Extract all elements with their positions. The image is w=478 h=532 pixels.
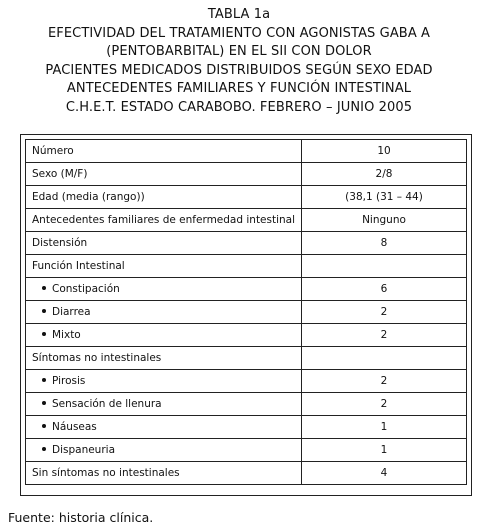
row-label-cell <box>26 370 302 393</box>
bullet-icon <box>42 424 46 428</box>
row-value <box>302 255 467 278</box>
row-label: Función Intestinal <box>26 255 302 278</box>
table-row <box>26 370 467 393</box>
row-label: Edad (media (rango)) <box>26 186 302 209</box>
bullet-icon <box>42 309 46 313</box>
row-label: Número <box>26 140 302 163</box>
row-label-cell <box>26 393 302 416</box>
table-row <box>26 278 467 301</box>
row-label: Sexo (M/F) <box>26 163 302 186</box>
row-value: 2 <box>302 324 467 347</box>
row-value: 4 <box>302 462 467 485</box>
row-value: 2 <box>302 301 467 324</box>
row-value: 10 <box>302 140 467 163</box>
row-value: 2/8 <box>302 163 467 186</box>
table-row <box>26 347 467 370</box>
row-label: Dispaneuria <box>52 444 116 456</box>
bullet-icon <box>42 378 46 382</box>
table-row <box>26 209 467 232</box>
row-value: (38,1 (31 – 44) <box>302 186 467 209</box>
row-label: Sensación de llenura <box>52 398 162 410</box>
table-row <box>26 324 467 347</box>
row-value: Ninguno <box>302 209 467 232</box>
row-label-cell <box>26 301 302 324</box>
row-label: Náuseas <box>52 421 97 433</box>
row-label: Sin síntomas no intestinales <box>26 462 302 485</box>
data-table <box>25 139 467 485</box>
table-row <box>26 255 467 278</box>
row-value: 8 <box>302 232 467 255</box>
row-value: 2 <box>302 370 467 393</box>
row-label: Síntomas no intestinales <box>26 347 302 370</box>
table-row <box>26 140 467 163</box>
table-row <box>26 462 467 485</box>
row-label: Constipación <box>52 283 120 295</box>
row-label: Antecedentes familiares de enfermedad intestinal <box>26 209 302 232</box>
row-label-cell <box>26 324 302 347</box>
row-label-cell <box>26 439 302 462</box>
title-line: EFECTIVIDAD DEL TRATAMIENTO CON AGONISTAS GABA A <box>47 25 431 41</box>
row-value: 2 <box>302 393 467 416</box>
table-row <box>26 301 467 324</box>
bullet-icon <box>42 286 46 290</box>
row-label-cell <box>26 278 302 301</box>
row-value: 6 <box>302 278 467 301</box>
table-row <box>26 232 467 255</box>
bullet-icon <box>42 447 46 451</box>
row-label: Mixto <box>52 329 81 341</box>
row-label: Distensión <box>26 232 302 255</box>
source-note: Fuente: historia clínica. <box>8 510 154 525</box>
title-line: PACIENTES MEDICADOS DISTRIBUIDOS SEGÚN SEXO EDAD <box>45 62 433 78</box>
row-value: 1 <box>302 416 467 439</box>
row-label-cell <box>26 416 302 439</box>
table-row <box>26 163 467 186</box>
title-line: TABLA 1a <box>207 7 271 22</box>
title-line: (PENTOBARBITAL) EN EL SII CON DOLOR <box>106 44 372 59</box>
title-line: C.H.E.T. ESTADO CARABOBO. FEBRERO – JUNIO 2005 <box>65 99 413 115</box>
bullet-icon <box>42 332 46 336</box>
bullet-icon <box>42 401 46 405</box>
title-line: ANTECEDENTES FAMILIARES Y FUNCIÓN INTESTINAL <box>66 81 412 96</box>
table-row <box>26 416 467 439</box>
row-label: Pirosis <box>52 375 86 387</box>
table-row <box>26 186 467 209</box>
table-row <box>26 393 467 416</box>
table-frame <box>20 134 472 496</box>
table-title <box>0 6 478 117</box>
table-row <box>26 439 467 462</box>
row-value: 1 <box>302 439 467 462</box>
row-value <box>302 347 467 370</box>
row-label: Diarrea <box>52 306 91 318</box>
